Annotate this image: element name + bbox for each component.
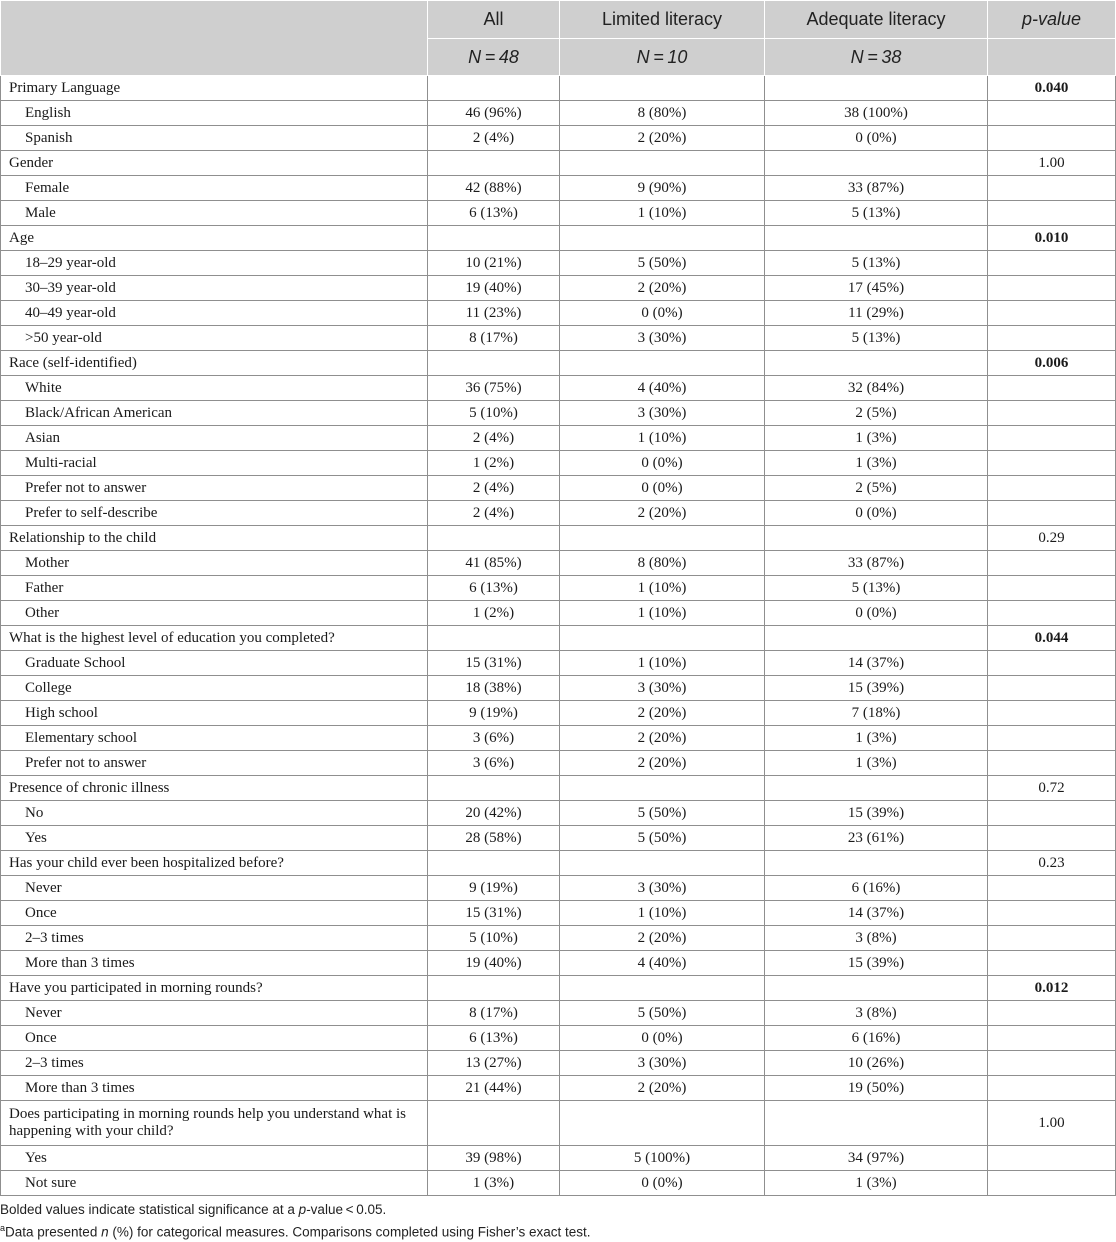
cell-p-value <box>988 1051 1116 1076</box>
cell-limited-literacy: 2 (20%) <box>560 751 765 776</box>
table-row <box>1 101 1116 126</box>
cell-adequate-literacy: 3 (8%) <box>765 1001 988 1026</box>
cell-limited-literacy: 3 (30%) <box>560 676 765 701</box>
cell-p-value: 1.00 <box>988 151 1116 176</box>
cell-all <box>428 976 560 1001</box>
row-label: >50 year-old <box>1 326 428 351</box>
cell-adequate-literacy: 5 (13%) <box>765 576 988 601</box>
cell-limited-literacy: 0 (0%) <box>560 1171 765 1196</box>
table-row <box>1 126 1116 151</box>
cell-limited-literacy: 0 (0%) <box>560 301 765 326</box>
table-row <box>1 1171 1116 1196</box>
row-label: English <box>1 101 428 126</box>
cell-limited-literacy <box>560 626 765 651</box>
cell-adequate-literacy <box>765 226 988 251</box>
cell-all: 3 (6%) <box>428 726 560 751</box>
cell-all: 19 (40%) <box>428 951 560 976</box>
header-p-value-label: p-value <box>1021 9 1082 29</box>
row-label: Never <box>1 1001 428 1026</box>
cell-limited-literacy: 8 (80%) <box>560 551 765 576</box>
cell-all: 2 (4%) <box>428 476 560 501</box>
cell-adequate-literacy: 3 (8%) <box>765 926 988 951</box>
table-row <box>1 926 1116 951</box>
table-row <box>1 701 1116 726</box>
cell-p-value <box>988 801 1116 826</box>
cell-p-value <box>988 101 1116 126</box>
cell-adequate-literacy: 1 (3%) <box>765 726 988 751</box>
header-n-all <box>428 39 560 76</box>
table-row <box>1 676 1116 701</box>
row-label: High school <box>1 701 428 726</box>
cell-all <box>428 226 560 251</box>
cell-limited-literacy: 2 (20%) <box>560 701 765 726</box>
cell-adequate-literacy: 2 (5%) <box>765 476 988 501</box>
cell-all <box>428 76 560 101</box>
cell-all: 18 (38%) <box>428 676 560 701</box>
cell-adequate-literacy <box>765 1101 988 1146</box>
row-label: 18–29 year-old <box>1 251 428 276</box>
footnote-italic-n: n <box>101 1224 109 1240</box>
row-label: Prefer not to answer <box>1 751 428 776</box>
cell-p-value: 0.29 <box>988 526 1116 551</box>
table-row <box>1 1076 1116 1101</box>
table-row-category <box>1 776 1116 801</box>
cell-limited-literacy: 0 (0%) <box>560 1026 765 1051</box>
cell-all <box>428 351 560 376</box>
cell-p-value <box>988 726 1116 751</box>
cell-p-value: 0.044 <box>988 626 1116 651</box>
header-row-1 <box>1 1 1116 39</box>
cell-limited-literacy <box>560 526 765 551</box>
table-row-category <box>1 351 1116 376</box>
category-label: Age <box>1 226 428 251</box>
cell-adequate-literacy: 10 (26%) <box>765 1051 988 1076</box>
table-row-category <box>1 151 1116 176</box>
cell-p-value <box>988 876 1116 901</box>
table-row-category <box>1 76 1116 101</box>
cell-adequate-literacy: 15 (39%) <box>765 676 988 701</box>
table-row <box>1 376 1116 401</box>
cell-all: 8 (17%) <box>428 326 560 351</box>
cell-all <box>428 1101 560 1146</box>
cell-p-value <box>988 751 1116 776</box>
cell-p-value <box>988 926 1116 951</box>
cell-p-value <box>988 501 1116 526</box>
cell-adequate-literacy <box>765 151 988 176</box>
row-label: White <box>1 376 428 401</box>
cell-all: 9 (19%) <box>428 876 560 901</box>
category-label: Primary Language <box>1 76 428 101</box>
cell-p-value <box>988 701 1116 726</box>
header-limited-literacy: Limited literacy <box>560 1 765 39</box>
cell-all <box>428 851 560 876</box>
table-row <box>1 1001 1116 1026</box>
category-label: Relationship to the child <box>1 526 428 551</box>
cell-adequate-literacy: 11 (29%) <box>765 301 988 326</box>
cell-adequate-literacy: 0 (0%) <box>765 126 988 151</box>
cell-adequate-literacy: 19 (50%) <box>765 1076 988 1101</box>
table-row-category <box>1 851 1116 876</box>
table-row <box>1 551 1116 576</box>
table-row <box>1 201 1116 226</box>
cell-adequate-literacy: 1 (3%) <box>765 1171 988 1196</box>
cell-p-value <box>988 576 1116 601</box>
cell-all: 46 (96%) <box>428 101 560 126</box>
cell-limited-literacy: 2 (20%) <box>560 926 765 951</box>
cell-limited-literacy <box>560 226 765 251</box>
cell-adequate-literacy: 5 (13%) <box>765 201 988 226</box>
cell-p-value <box>988 451 1116 476</box>
table-row-category <box>1 626 1116 651</box>
cell-adequate-literacy: 0 (0%) <box>765 501 988 526</box>
cell-adequate-literacy: 14 (37%) <box>765 651 988 676</box>
cell-limited-literacy: 1 (10%) <box>560 201 765 226</box>
cell-limited-literacy: 1 (10%) <box>560 901 765 926</box>
cell-p-value <box>988 901 1116 926</box>
cell-limited-literacy <box>560 1101 765 1146</box>
category-label: Has your child ever been hospitalized before? <box>1 851 428 876</box>
row-label: Yes <box>1 1146 428 1171</box>
row-label: Prefer to self-describe <box>1 501 428 526</box>
cell-adequate-literacy <box>765 976 988 1001</box>
cell-all: 5 (10%) <box>428 926 560 951</box>
cell-limited-literacy: 1 (10%) <box>560 651 765 676</box>
cell-all <box>428 776 560 801</box>
cell-limited-literacy: 4 (40%) <box>560 376 765 401</box>
footnote-text: Bolded values indicate statistical significance at a <box>0 1202 299 1217</box>
footnote-data-presented <box>0 1219 591 1242</box>
cell-all: 5 (10%) <box>428 401 560 426</box>
row-label: No <box>1 801 428 826</box>
cell-p-value <box>988 426 1116 451</box>
cell-limited-literacy: 5 (50%) <box>560 1001 765 1026</box>
cell-all: 1 (2%) <box>428 601 560 626</box>
category-label: Presence of chronic illness <box>1 776 428 801</box>
cell-all: 6 (13%) <box>428 1026 560 1051</box>
cell-limited-literacy <box>560 151 765 176</box>
cell-limited-literacy: 1 (10%) <box>560 426 765 451</box>
table-row <box>1 176 1116 201</box>
row-label: Yes <box>1 826 428 851</box>
footnote-text: Data presented <box>5 1224 102 1240</box>
cell-all: 13 (27%) <box>428 1051 560 1076</box>
cell-p-value <box>988 1026 1116 1051</box>
cell-all: 28 (58%) <box>428 826 560 851</box>
cell-p-value <box>988 376 1116 401</box>
cell-all: 39 (98%) <box>428 1146 560 1171</box>
table-row <box>1 726 1116 751</box>
cell-adequate-literacy: 17 (45%) <box>765 276 988 301</box>
cell-p-value: 0.010 <box>988 226 1116 251</box>
cell-all: 20 (42%) <box>428 801 560 826</box>
cell-adequate-literacy <box>765 351 988 376</box>
table-row <box>1 951 1116 976</box>
table-row <box>1 251 1116 276</box>
table-row-category <box>1 976 1116 1001</box>
cell-all: 2 (4%) <box>428 126 560 151</box>
table-row <box>1 326 1116 351</box>
cell-p-value <box>988 176 1116 201</box>
cell-adequate-literacy: 5 (13%) <box>765 326 988 351</box>
table-header <box>1 1 1116 76</box>
cell-all: 9 (19%) <box>428 701 560 726</box>
table-row <box>1 826 1116 851</box>
cell-all: 21 (44%) <box>428 1076 560 1101</box>
row-label: Other <box>1 601 428 626</box>
row-label: College <box>1 676 428 701</box>
cell-all: 41 (85%) <box>428 551 560 576</box>
footnote-text: (%) for categorical measures. Comparisons completed using Fisher’s exact test. <box>108 1224 591 1240</box>
cell-limited-literacy: 3 (30%) <box>560 326 765 351</box>
cell-p-value <box>988 326 1116 351</box>
cell-all: 15 (31%) <box>428 901 560 926</box>
row-label: Elementary school <box>1 726 428 751</box>
cell-adequate-literacy <box>765 76 988 101</box>
table-row <box>1 451 1116 476</box>
cell-all: 3 (6%) <box>428 751 560 776</box>
cell-adequate-literacy: 6 (16%) <box>765 1026 988 1051</box>
cell-limited-literacy: 2 (20%) <box>560 276 765 301</box>
cell-limited-literacy: 8 (80%) <box>560 101 765 126</box>
footnote-text: -value < 0.05. <box>306 1202 387 1217</box>
row-label: Black/African American <box>1 401 428 426</box>
cell-adequate-literacy: 6 (16%) <box>765 876 988 901</box>
cell-p-value <box>988 826 1116 851</box>
footnote-marker: a <box>0 1223 6 1233</box>
cell-all: 8 (17%) <box>428 1001 560 1026</box>
cell-all: 15 (31%) <box>428 651 560 676</box>
cell-adequate-literacy: 1 (3%) <box>765 451 988 476</box>
row-label: Not sure <box>1 1171 428 1196</box>
cell-p-value <box>988 476 1116 501</box>
category-label: What is the highest level of education you completed? <box>1 626 428 651</box>
cell-adequate-literacy <box>765 526 988 551</box>
table-row <box>1 801 1116 826</box>
cell-adequate-literacy: 38 (100%) <box>765 101 988 126</box>
cell-p-value <box>988 1001 1116 1026</box>
cell-adequate-literacy: 0 (0%) <box>765 601 988 626</box>
cell-all: 36 (75%) <box>428 376 560 401</box>
table-row-category <box>1 526 1116 551</box>
cell-limited-literacy: 9 (90%) <box>560 176 765 201</box>
header-n-adequate <box>765 39 988 76</box>
cell-p-value <box>988 276 1116 301</box>
cell-p-value: 0.72 <box>988 776 1116 801</box>
table-row <box>1 651 1116 676</box>
cell-limited-literacy: 5 (50%) <box>560 826 765 851</box>
table-row <box>1 1146 1116 1171</box>
row-label: More than 3 times <box>1 951 428 976</box>
cell-all: 19 (40%) <box>428 276 560 301</box>
table-row <box>1 276 1116 301</box>
cell-limited-literacy <box>560 76 765 101</box>
table-row <box>1 576 1116 601</box>
cell-all: 1 (2%) <box>428 451 560 476</box>
table-row-category <box>1 226 1116 251</box>
cell-p-value <box>988 601 1116 626</box>
cell-p-value <box>988 651 1116 676</box>
header-p-value <box>988 1 1116 39</box>
header-all: All <box>428 1 560 39</box>
table-row <box>1 301 1116 326</box>
table-row <box>1 476 1116 501</box>
cell-limited-literacy <box>560 976 765 1001</box>
cell-adequate-literacy: 14 (37%) <box>765 901 988 926</box>
cell-limited-literacy: 1 (10%) <box>560 576 765 601</box>
category-label: Have you participated in morning rounds? <box>1 976 428 1001</box>
category-label: Race (self-identified) <box>1 351 428 376</box>
table-row <box>1 1026 1116 1051</box>
cell-limited-literacy: 2 (20%) <box>560 726 765 751</box>
cell-limited-literacy: 1 (10%) <box>560 601 765 626</box>
cell-limited-literacy <box>560 351 765 376</box>
cell-limited-literacy: 3 (30%) <box>560 876 765 901</box>
cell-p-value <box>988 1076 1116 1101</box>
row-label: Male <box>1 201 428 226</box>
row-label: Once <box>1 901 428 926</box>
cell-p-value <box>988 1171 1116 1196</box>
cell-limited-literacy: 2 (20%) <box>560 1076 765 1101</box>
cell-p-value <box>988 301 1116 326</box>
table-row <box>1 401 1116 426</box>
cell-p-value <box>988 676 1116 701</box>
table-row <box>1 751 1116 776</box>
row-label: Graduate School <box>1 651 428 676</box>
cell-all <box>428 626 560 651</box>
cell-all <box>428 151 560 176</box>
category-label: Does participating in morning rounds help you understand what is happening with your child? <box>1 1101 428 1146</box>
row-label: Mother <box>1 551 428 576</box>
cell-limited-literacy: 2 (20%) <box>560 126 765 151</box>
cell-adequate-literacy: 33 (87%) <box>765 176 988 201</box>
cell-limited-literacy: 3 (30%) <box>560 1051 765 1076</box>
table-row <box>1 901 1116 926</box>
cell-all: 42 (88%) <box>428 176 560 201</box>
cell-adequate-literacy: 32 (84%) <box>765 376 988 401</box>
row-label: 2–3 times <box>1 926 428 951</box>
cell-limited-literacy: 5 (50%) <box>560 801 765 826</box>
row-label: Never <box>1 876 428 901</box>
cell-limited-literacy <box>560 851 765 876</box>
cell-adequate-literacy: 33 (87%) <box>765 551 988 576</box>
row-label: Prefer not to answer <box>1 476 428 501</box>
cell-limited-literacy: 3 (30%) <box>560 401 765 426</box>
header-n-adequate-label: N = 38 <box>850 46 902 67</box>
cell-all: 11 (23%) <box>428 301 560 326</box>
header-adequate-literacy: Adequate literacy <box>765 1 988 39</box>
cell-p-value <box>988 201 1116 226</box>
table-body <box>1 76 1116 1196</box>
row-label: 2–3 times <box>1 1051 428 1076</box>
cell-p-value <box>988 951 1116 976</box>
cell-all: 6 (13%) <box>428 576 560 601</box>
cell-adequate-literacy <box>765 626 988 651</box>
row-label: Multi-racial <box>1 451 428 476</box>
cell-all: 2 (4%) <box>428 501 560 526</box>
table-row <box>1 1051 1116 1076</box>
cell-limited-literacy: 5 (50%) <box>560 251 765 276</box>
cell-adequate-literacy: 15 (39%) <box>765 801 988 826</box>
cell-adequate-literacy: 7 (18%) <box>765 701 988 726</box>
cell-p-value: 0.006 <box>988 351 1116 376</box>
cell-adequate-literacy: 5 (13%) <box>765 251 988 276</box>
cell-all: 1 (3%) <box>428 1171 560 1196</box>
cell-p-value <box>988 251 1116 276</box>
cell-p-value <box>988 401 1116 426</box>
cell-limited-literacy: 4 (40%) <box>560 951 765 976</box>
header-n-p-value <box>988 39 1116 76</box>
cell-p-value: 0.040 <box>988 76 1116 101</box>
cell-adequate-literacy: 23 (61%) <box>765 826 988 851</box>
table-row <box>1 876 1116 901</box>
cell-adequate-literacy: 2 (5%) <box>765 401 988 426</box>
row-label: Female <box>1 176 428 201</box>
cell-all: 6 (13%) <box>428 201 560 226</box>
table-row <box>1 426 1116 451</box>
row-label: Father <box>1 576 428 601</box>
header-n-limited <box>560 39 765 76</box>
table-row <box>1 501 1116 526</box>
cell-p-value <box>988 551 1116 576</box>
cell-limited-literacy: 5 (100%) <box>560 1146 765 1171</box>
footnote-italic-p: p <box>298 1202 307 1217</box>
row-label: Spanish <box>1 126 428 151</box>
cell-adequate-literacy <box>765 851 988 876</box>
cell-adequate-literacy <box>765 776 988 801</box>
table-row-category <box>1 1101 1116 1146</box>
cell-p-value <box>988 1146 1116 1171</box>
cell-p-value: 0.23 <box>988 851 1116 876</box>
cell-limited-literacy: 2 (20%) <box>560 501 765 526</box>
row-label: Asian <box>1 426 428 451</box>
cell-p-value <box>988 126 1116 151</box>
cell-all: 2 (4%) <box>428 426 560 451</box>
header-n-all-label: N = 48 <box>468 46 519 67</box>
cell-limited-literacy: 0 (0%) <box>560 451 765 476</box>
cell-adequate-literacy: 1 (3%) <box>765 751 988 776</box>
row-label: Once <box>1 1026 428 1051</box>
header-blank <box>1 1 428 76</box>
cell-all: 10 (21%) <box>428 251 560 276</box>
table-row <box>1 601 1116 626</box>
row-label: 40–49 year-old <box>1 301 428 326</box>
header-n-limited-label: N = 10 <box>636 46 688 67</box>
cell-p-value: 1.00 <box>988 1101 1116 1146</box>
cell-adequate-literacy: 34 (97%) <box>765 1146 988 1171</box>
cell-adequate-literacy: 1 (3%) <box>765 426 988 451</box>
category-label: Gender <box>1 151 428 176</box>
cell-limited-literacy <box>560 776 765 801</box>
row-label: 30–39 year-old <box>1 276 428 301</box>
row-label: More than 3 times <box>1 1076 428 1101</box>
cell-all <box>428 526 560 551</box>
cell-limited-literacy: 0 (0%) <box>560 476 765 501</box>
footnote-significance <box>0 1200 591 1219</box>
cell-p-value: 0.012 <box>988 976 1116 1001</box>
cell-adequate-literacy: 15 (39%) <box>765 951 988 976</box>
table-footnotes <box>0 1200 591 1242</box>
